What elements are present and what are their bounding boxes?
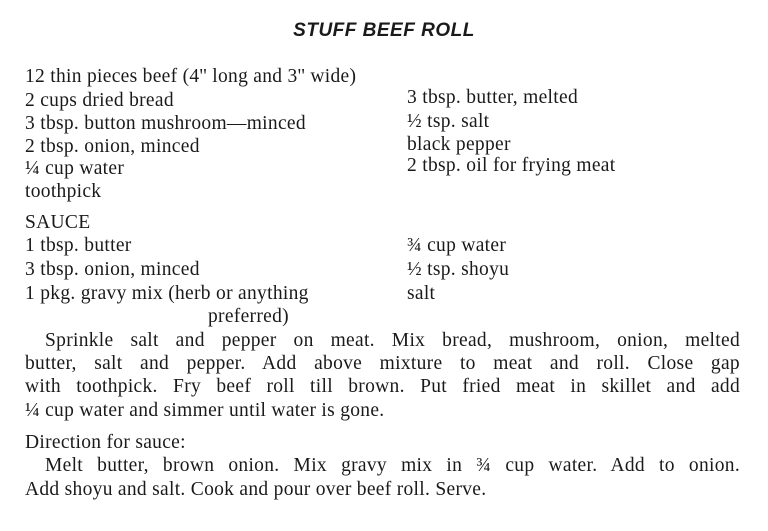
instruction-line: ¼ cup water and simmer until water is gone.	[25, 400, 385, 421]
ingredient: 12 thin pieces beef (4'' long and 3'' wide)	[25, 66, 357, 87]
sauce-ingredient: 1 tbsp. butter	[25, 235, 132, 256]
ingredient: black pepper	[407, 134, 511, 155]
ingredient: 3 tbsp. button mushroom—minced	[25, 113, 306, 134]
instruction-line: with toothpick. Fry beef roll till brown. Put fried meat in skillet and add	[25, 376, 740, 397]
ingredient: ½ tsp. salt	[407, 111, 490, 132]
ingredient: 2 tbsp. oil for frying meat	[407, 155, 616, 176]
sauce-heading: SAUCE	[25, 212, 91, 233]
sauce-direction-line: Melt butter, brown onion. Mix gravy mix in ¾ cup water. Add to onion.	[45, 455, 740, 476]
ingredient: 3 tbsp. butter, melted	[407, 87, 578, 108]
ingredient: ¼ cup water	[25, 158, 125, 179]
sauce-ingredient-continued: preferred)	[208, 306, 289, 327]
instruction-line: butter, salt and pepper. Add above mixture to meat and roll. Close gap	[25, 353, 740, 374]
sauce-ingredient: ¾ cup water	[407, 235, 507, 256]
sauce-ingredient: 1 pkg. gravy mix (herb or anything	[25, 283, 309, 304]
ingredient: toothpick	[25, 181, 102, 202]
instruction-line: Sprinkle salt and pepper on meat. Mix bread, mushroom, onion, melted	[45, 330, 740, 351]
sauce-direction-line: Add shoyu and salt. Cook and pour over beef roll. Serve.	[25, 479, 487, 500]
ingredient: 2 tbsp. onion, minced	[25, 136, 200, 157]
ingredient: 2 cups dried bread	[25, 90, 174, 111]
sauce-ingredient: salt	[407, 283, 436, 304]
sauce-directions-heading: Direction for sauce:	[25, 432, 186, 453]
sauce-ingredient: ½ tsp. shoyu	[407, 259, 510, 280]
sauce-ingredient: 3 tbsp. onion, minced	[25, 259, 200, 280]
recipe-title: STUFF BEEF ROLL	[293, 20, 475, 41]
